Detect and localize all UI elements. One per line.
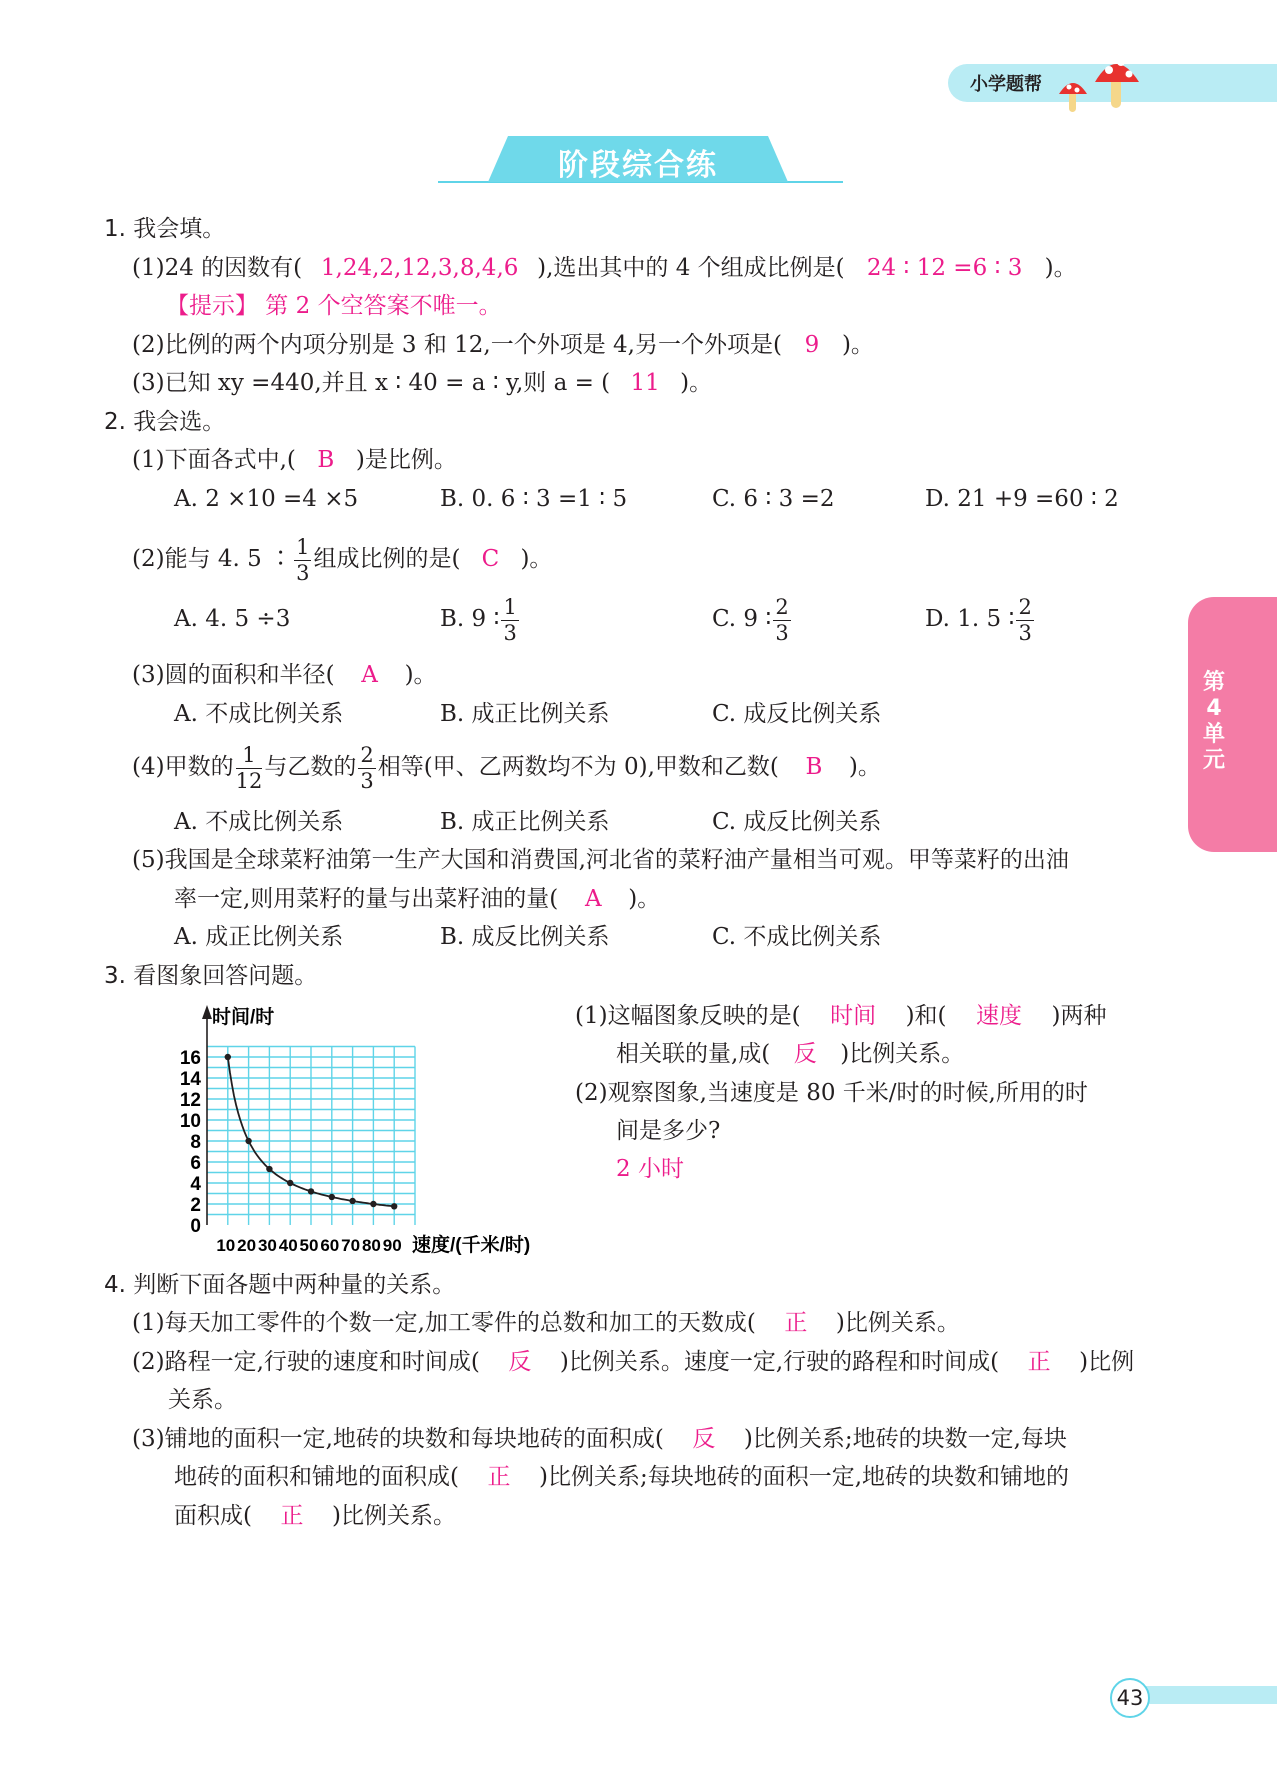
q3-part1-answer2: 速度 <box>976 1003 1023 1029</box>
q2-part1-answer: B <box>317 447 335 473</box>
q2-part4: (4)甲数的 $\frac{1}{12}$ 与乙数的 $\frac{2}{3}$ 相等(甲、乙两数均不为 0),甲数和乙数( B )。 <box>132 742 881 793</box>
x-tick-labels <box>216 1236 401 1255</box>
fraction: $\frac{2}{3}$ <box>1018 594 1032 645</box>
q4-part3-answer3: 正 <box>280 1503 304 1529</box>
q1-part3-answer: 11 <box>630 370 660 396</box>
mushroom-icon <box>1055 46 1155 116</box>
x-axis-label: 速度/(千米/时) <box>412 1235 531 1256</box>
y-tick-label: 12 <box>179 1090 201 1111</box>
q2-part4-option-a: A. 不成比例关系 <box>174 809 344 835</box>
data-point <box>308 1188 314 1194</box>
q2-part3-option-c: C. 成反比例关系 <box>712 701 882 727</box>
q4-part1: (1)每天加工零件的个数一定,加工零件的总数和加工的天数成( 正 )比例关系。 <box>132 1304 960 1342</box>
q4-part2-answer2: 正 <box>1027 1349 1051 1375</box>
q2-part3-answer: A <box>361 662 378 688</box>
data-point <box>225 1054 231 1060</box>
q1-hint: 【提示】 第 2 个空答案不唯一。 <box>166 293 502 319</box>
x-tick-label: 30 <box>257 1236 277 1255</box>
fraction: $\frac{1}{3}$ <box>503 594 517 645</box>
data-point <box>329 1194 335 1200</box>
y-tick-label: 6 <box>190 1153 201 1174</box>
q2-part4-option-b: B. 成正比例关系 <box>440 809 610 835</box>
y-tick-label: 14 <box>179 1069 201 1090</box>
q2-part1-option-d: D. 21 +9 =60 ∶ 2 <box>925 486 1119 512</box>
y-tick-label: 4 <box>190 1174 201 1195</box>
q2-part2-option-c: C. 9 ∶ $\frac{2}{3}$ <box>712 594 789 645</box>
q3-part1-answer1: 时间 <box>830 1003 877 1029</box>
x-tick-label: 20 <box>237 1236 257 1255</box>
fraction: $\frac{1}{12}$ <box>235 742 263 793</box>
q4-heading: 4. 判断下面各题中两种量的关系。 <box>104 1272 456 1298</box>
q1-part2-answer: 9 <box>804 332 820 358</box>
fraction: $\frac{2}{3}$ <box>775 594 789 645</box>
q3-part1-line1: (1)这幅图象反映的是( 时间 )和( 速度 )两种 <box>575 997 1107 1035</box>
y-tick-label: 10 <box>179 1111 201 1132</box>
q2-part5-line2: 率一定,则用菜籽的量与出菜籽油的量( A )。 <box>174 880 660 918</box>
q1-part3: (3)已知 xy =440,并且 x ∶ 40 = a ∶ y,则 a = ( 11 )。 <box>132 364 712 402</box>
x-tick-label: 70 <box>341 1236 361 1255</box>
q2-part2-option-b: B. 9 ∶ $\frac{1}{3}$ <box>440 594 517 645</box>
x-tick-label: 80 <box>361 1236 381 1255</box>
data-point <box>245 1138 251 1144</box>
q1-part2: (2)比例的两个内项分别是 3 和 12,一个外项是 4,另一个外项是( 9 )。 <box>132 326 874 364</box>
y-tick-label: 0 <box>190 1216 201 1237</box>
q4-part2-line1: (2)路程一定,行驶的速度和时间成( 反 )比例关系。速度一定,行驶的路程和时间成( 正 )比例 <box>132 1343 1134 1381</box>
q4-part3-line3: 面积成( 正 )比例关系。 <box>174 1497 456 1535</box>
q2-part3: (3)圆的面积和半径( A )。 <box>132 656 437 694</box>
q2-part2-answer: C <box>481 546 500 572</box>
q4-part2-answer1: 反 <box>508 1349 532 1375</box>
q2-part5-option-a: A. 成正比例关系 <box>174 924 344 950</box>
q2-part3-option-a: A. 不成比例关系 <box>174 701 344 727</box>
y-tick-labels <box>180 1048 202 1237</box>
x-tick-label: 40 <box>278 1236 298 1255</box>
q2-part2: (2)能与 4. 5 ∶ $\frac{1}{3}$ 组成比例的是( C )。 <box>132 534 553 585</box>
fraction: $\frac{1}{3}$ <box>296 534 310 585</box>
q2-heading: 2. 我会选。 <box>104 409 226 435</box>
q3-part1-answer3: 反 <box>793 1041 817 1067</box>
q2-part4-option-c: C. 成反比例关系 <box>712 809 882 835</box>
q1-heading: 1. 我会填。 <box>104 216 226 242</box>
q1-part1: (1)24 的因数有( 1,24,2,12,3,8,4,6 ),选出其中的 4 个组成比例是( 24 ∶ 12 =6 ∶ 3 )。 <box>132 249 1077 287</box>
q2-part1: (1)下面各式中,( B )是比例。 <box>132 441 457 479</box>
q4-part3-line1: (3)铺地的面积一定,地砖的块数和每块地砖的面积成( 反 )比例关系;地砖的块数一定,每块 <box>132 1420 1067 1458</box>
y-tick-label: 2 <box>190 1195 201 1216</box>
page-title: 阶段综合练 <box>558 148 718 183</box>
q2-part5-option-b: B. 成反比例关系 <box>440 924 610 950</box>
unit-label: 第 4 单元 <box>1202 670 1225 773</box>
q2-part5-answer: A <box>584 886 602 912</box>
q4-part1-answer: 正 <box>784 1310 808 1336</box>
q2-part2-option-d: D. 1. 5 ∶ $\frac{2}{3}$ <box>925 594 1032 645</box>
q4-part3-answer2: 正 <box>487 1464 511 1490</box>
q2-part1-option-b: B. 0. 6 ∶ 3 =1 ∶ 5 <box>440 486 628 512</box>
q3-part2-line1: (2)观察图象,当速度是 80 千米/时的时候,所用的时 <box>575 1080 1088 1106</box>
q2-part1-option-c: C. 6 ∶ 3 =2 <box>712 486 835 512</box>
q4-part3-answer1: 反 <box>692 1426 716 1452</box>
q3-part1-line2: 相关联的量,成( 反 )比例关系。 <box>616 1035 964 1073</box>
q2-part2-option-a: A. 4. 5 ÷3 <box>174 606 291 632</box>
x-tick-label: 50 <box>299 1236 319 1255</box>
page-number: 43 <box>1110 1678 1150 1718</box>
graph-grid <box>207 1047 415 1226</box>
speed-time-graph <box>160 995 560 1265</box>
q2-part3-option-b: B. 成正比例关系 <box>440 701 610 727</box>
q3-heading: 3. 看图象回答问题。 <box>104 963 318 989</box>
data-point <box>370 1201 376 1207</box>
y-tick-label: 16 <box>179 1048 201 1069</box>
y-tick-label: 8 <box>190 1132 201 1153</box>
data-point <box>266 1166 272 1172</box>
data-point <box>391 1203 397 1209</box>
y-axis-label: 时间/时 <box>212 1007 275 1028</box>
brand-name: 小学题帮 <box>970 74 1042 95</box>
q4-part3-line2: 地砖的面积和铺地的面积成( 正 )比例关系;每块地砖的面积一定,地砖的块数和铺地的 <box>174 1458 1069 1496</box>
fraction: $\frac{2}{3}$ <box>360 742 374 793</box>
data-point <box>349 1198 355 1204</box>
q3-part2-line2: 间是多少? <box>616 1118 721 1144</box>
x-tick-label: 90 <box>382 1236 402 1255</box>
q3-part2-answer: 2 小时 <box>616 1156 684 1182</box>
q2-part5-option-c: C. 不成比例关系 <box>712 924 882 950</box>
q4-part2-line2: 关系。 <box>168 1387 237 1413</box>
q1-part1-answer1: 1,24,2,12,3,8,4,6 <box>320 255 519 281</box>
q2-part4-answer: B <box>805 754 823 780</box>
q2-part5-line1: (5)我国是全球菜籽油第一生产大国和消费国,河北省的菜籽油产量相当可观。甲等菜籽的出油 <box>132 847 1069 873</box>
x-tick-label: 60 <box>320 1236 340 1255</box>
y-axis-arrow <box>202 1005 212 1019</box>
x-tick-label: 10 <box>216 1236 236 1255</box>
data-point <box>287 1180 293 1186</box>
q2-part1-option-a: A. 2 ×10 =4 ×5 <box>174 486 359 512</box>
q1-part1-answer2: 24 ∶ 12 =6 ∶ 3 <box>866 255 1023 281</box>
